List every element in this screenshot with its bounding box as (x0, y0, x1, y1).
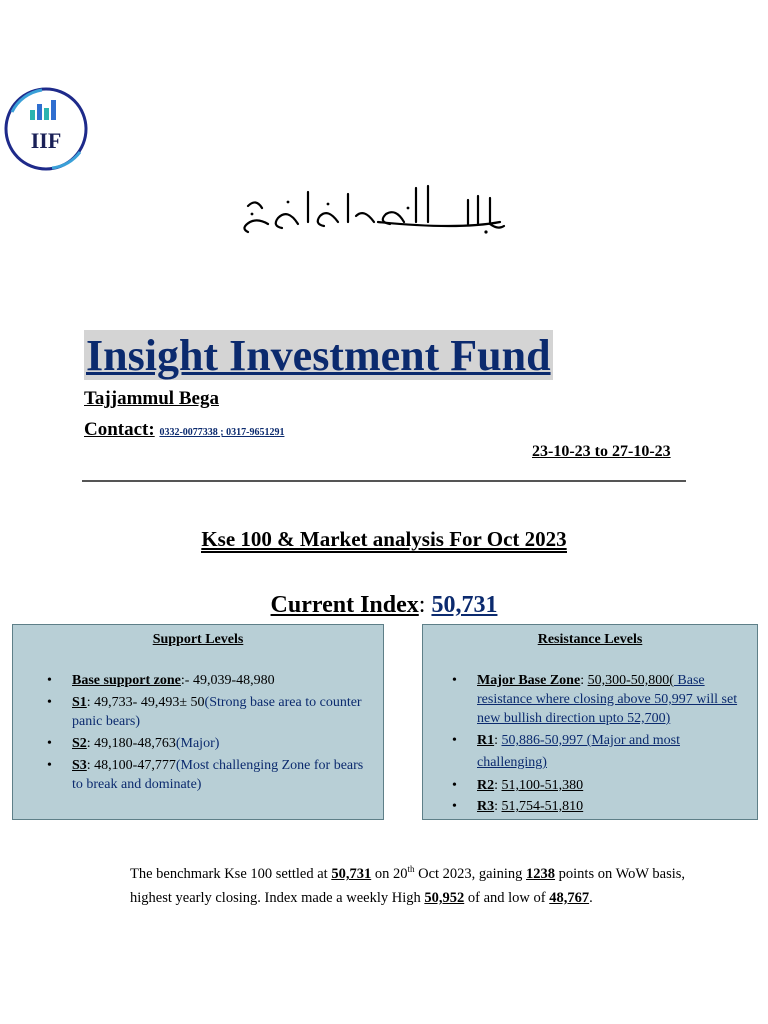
current-index (0, 592, 768, 619)
support-note: (Most challenging Zone for bears to break and dominate) (72, 758, 364, 792)
resistance-levels-box (422, 624, 758, 820)
summary-low-value: 48,767 (549, 889, 590, 906)
support-value: :- 49,039-48,980 (180, 673, 275, 688)
summary-text: on 20 (371, 865, 408, 882)
support-item-base (72, 671, 368, 690)
resistance-sep: : (494, 778, 502, 793)
summary-text: Oct 2023, gaining (414, 865, 527, 882)
contact-line (84, 419, 284, 441)
support-levels-box (12, 624, 384, 820)
summary-text: points on WoW basis, highest yearly closing. Index made a weekly High (130, 865, 686, 906)
iif-logo (2, 82, 88, 174)
contact-label: Contact: (84, 419, 155, 440)
current-index-label: Current Index (270, 592, 419, 618)
resistance-item-major (477, 671, 743, 728)
support-list (72, 671, 368, 797)
support-value: : 48,100-47,777 (86, 758, 176, 773)
support-value: : 49,180-48,763 (86, 736, 176, 751)
resistance-list (477, 671, 743, 818)
resistance-sep: : (494, 733, 502, 748)
resistance-levels-title: Resistance Levels (537, 632, 643, 647)
support-note: (Strong base area to counter panic bears) (72, 695, 362, 729)
support-key: S3 (72, 758, 87, 773)
support-key: S2 (72, 736, 87, 751)
resistance-value: 51,100-51,380 (501, 778, 584, 793)
logo-text: IIF (30, 128, 62, 153)
resistance-key: R3 (477, 799, 495, 814)
resistance-item-r1 (477, 730, 743, 774)
support-note: (Major) (175, 736, 220, 751)
resistance-note: Base resistance where closing above 50,997 will set new bullish direction upto 52,700) (477, 673, 738, 726)
current-index-value: 50,731 (431, 592, 498, 618)
resistance-value: 51,754-51,810 (501, 799, 584, 814)
support-item-s3 (72, 756, 368, 794)
resistance-key: Major Base Zone (477, 673, 581, 688)
summary-text: of and low of (464, 889, 550, 906)
support-value: : 49,733- 49,493± 50 (86, 695, 205, 710)
summary-sup: th (407, 864, 415, 874)
date-range: 23-10-23 to 27-10-23 (532, 443, 671, 460)
analysis-heading (0, 527, 768, 552)
summary-text: . (589, 889, 593, 906)
summary-text: The benchmark Kse 100 settled at (130, 865, 332, 882)
support-key: S1 (72, 695, 87, 710)
resistance-value: 50,300-50,800( (587, 673, 674, 688)
bismillah-calligraphy (228, 178, 512, 238)
resistance-value: 50,886-50,997 (Major and most challenging) (477, 733, 680, 770)
resistance-sep: : (494, 799, 502, 814)
support-item-s2 (72, 734, 368, 753)
fund-title: Insight Investment Fund (86, 331, 551, 380)
summary-gain-value: 1238 (526, 865, 556, 882)
summary-close-value: 50,731 (331, 865, 372, 882)
divider (82, 480, 686, 482)
support-key: Base support zone (72, 673, 181, 688)
summary-paragraph (130, 857, 686, 910)
resistance-key: R2 (477, 778, 495, 793)
summary-high-value: 50,952 (424, 889, 465, 906)
resistance-item-r2 (477, 776, 743, 795)
author-name: Tajjammul Bega (84, 388, 219, 409)
resistance-item-r3 (477, 797, 743, 816)
analysis-heading-text: Kse 100 & Market analysis For Oct 2023 (201, 527, 567, 551)
current-index-sep: : (418, 592, 426, 618)
contact-numbers[interactable]: 0332-0077338 ; 0317-9651291 (159, 427, 285, 438)
support-levels-title: Support Levels (152, 632, 244, 647)
resistance-sep: : (580, 673, 588, 688)
support-item-s1 (72, 693, 368, 731)
resistance-key: R1 (477, 733, 495, 748)
